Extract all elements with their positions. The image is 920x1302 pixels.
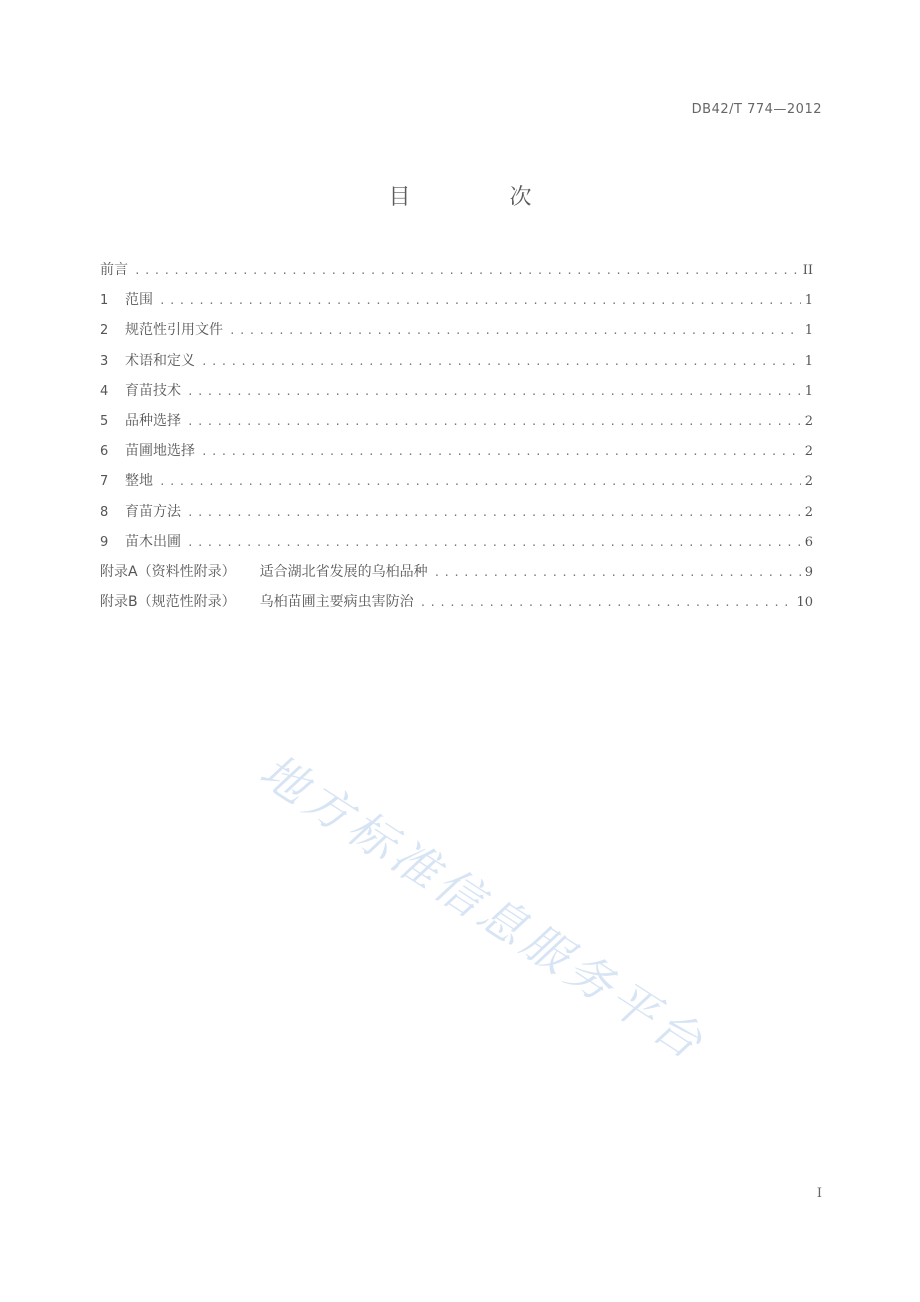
- toc-entry-number: 6: [100, 444, 109, 460]
- toc-entry-page: 1: [804, 353, 813, 369]
- page-number: I: [816, 1186, 822, 1201]
- toc-entry-terms-definitions[interactable]: [100, 346, 813, 376]
- toc-entry-label: 术语和定义: [125, 352, 195, 369]
- toc-entry-scope[interactable]: [100, 285, 813, 315]
- toc-entry-page: 2: [804, 504, 813, 520]
- toc-dot-leader: [201, 437, 801, 467]
- toc-entry-page: 2: [804, 474, 813, 490]
- toc-entry-page: 1: [804, 323, 813, 339]
- watermark: 地方标准信息服务平台: [250, 743, 717, 1072]
- toc-dot-leader: [187, 407, 801, 437]
- toc-entry-number: 5: [100, 413, 109, 429]
- toc-entry-appendix-a[interactable]: [100, 557, 813, 587]
- toc-entry-page: 1: [804, 293, 813, 309]
- toc-dot-leader: [420, 588, 793, 618]
- toc-entry-page: II: [802, 263, 813, 278]
- toc-entry-variety-selection[interactable]: [100, 406, 813, 436]
- toc-entry-number: 1: [100, 293, 109, 309]
- toc-entry-label: 附录A（资料性附录）: [100, 563, 236, 580]
- toc-dot-leader: [229, 316, 801, 346]
- toc-entry-number: 3: [100, 353, 109, 369]
- toc-entry-label: 苗圃地选择: [125, 443, 195, 460]
- toc-entry-label: 规范性引用文件: [125, 322, 223, 339]
- toc-dot-leader: [134, 256, 799, 286]
- toc-entry-number: 7: [100, 474, 109, 490]
- toc-list: [100, 255, 813, 617]
- toc-entry-page: 2: [804, 413, 813, 429]
- toc-entry-subtitle: 乌桕苗圃主要病虫害防治: [259, 594, 414, 611]
- toc-entry-preface[interactable]: [100, 255, 813, 285]
- toc-entry-number: 4: [100, 383, 109, 399]
- toc-dot-leader: [187, 528, 801, 558]
- toc-dot-leader: [159, 467, 801, 497]
- toc-entry-label: 前言: [100, 262, 128, 278]
- toc-entry-label: 整地: [125, 473, 153, 490]
- toc-title: 目 次: [388, 185, 578, 210]
- toc-entry-appendix-b[interactable]: [100, 587, 813, 617]
- toc-dot-leader: [187, 377, 801, 407]
- toc-entry-label: 苗木出圃: [125, 533, 181, 550]
- toc-dot-leader: [201, 347, 801, 377]
- toc-entry-page: 2: [804, 444, 813, 460]
- toc-entry-number: 2: [100, 323, 109, 339]
- toc-entry-number: 8: [100, 504, 109, 520]
- toc-entry-page: 1: [804, 383, 813, 399]
- toc-entry-seedling-lifting[interactable]: [100, 527, 813, 557]
- toc-entry-page: 9: [804, 564, 813, 580]
- toc-entry-seedling-technique[interactable]: [100, 376, 813, 406]
- toc-entry-label: 品种选择: [125, 412, 181, 429]
- document-code: DB42/T 774—2012: [691, 102, 822, 117]
- toc-entry-subtitle: 适合湖北省发展的乌桕品种: [259, 563, 428, 580]
- toc-entry-number: 9: [100, 534, 109, 550]
- toc-entry-nursery-site-selection[interactable]: [100, 436, 813, 466]
- toc-entry-seedling-methods[interactable]: [100, 497, 813, 527]
- toc-entry-label: 附录B（规范性附录）: [100, 594, 236, 611]
- toc-entry-normative-references[interactable]: [100, 315, 813, 345]
- toc-entry-page: 6: [804, 534, 813, 550]
- toc-entry-land-preparation[interactable]: [100, 466, 813, 496]
- toc-entry-label: 范围: [125, 292, 153, 309]
- toc-dot-leader: [159, 286, 801, 316]
- toc-entry-page: 10: [796, 595, 813, 611]
- toc-entry-label: 育苗方法: [125, 503, 181, 520]
- toc-dot-leader: [434, 558, 801, 588]
- toc-entry-label: 育苗技术: [125, 382, 181, 399]
- toc-dot-leader: [187, 498, 801, 528]
